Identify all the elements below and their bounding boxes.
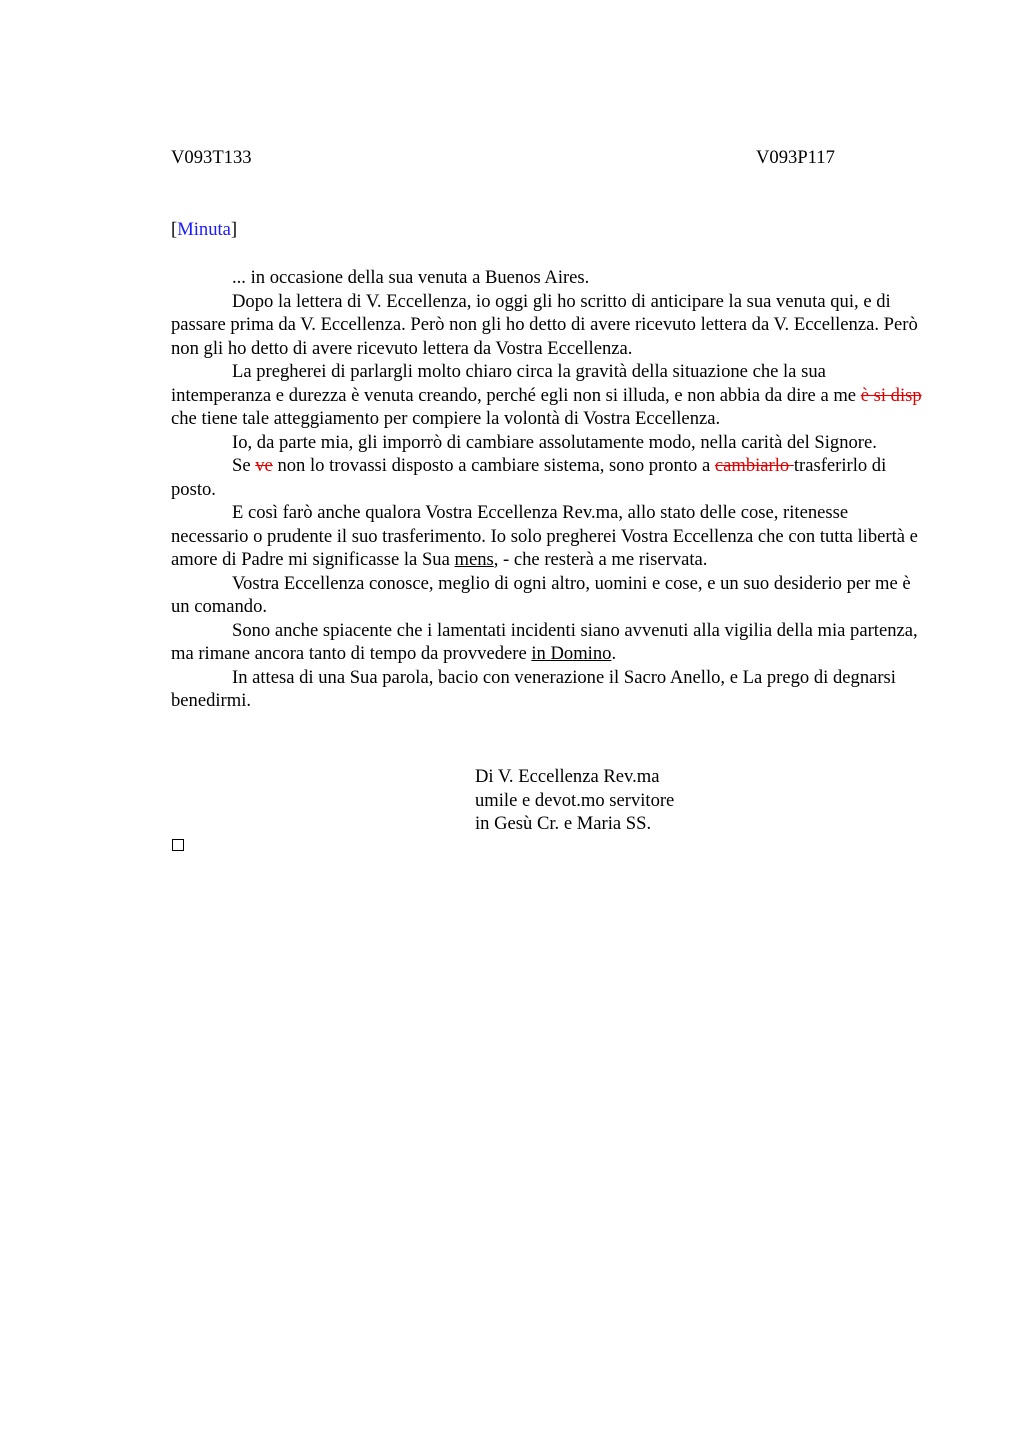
minuta-open-bracket: [ (171, 219, 178, 240)
document-code-left: V093T133 (171, 147, 252, 168)
minuta-close-bracket: ] (230, 219, 238, 240)
signature-line-1: Di V. Eccellenza Rev.ma (475, 766, 660, 787)
signature-block (475, 765, 674, 836)
paragraph-6-text-a: E così farò anche qualora Vostra Eccellenza Rev.ma, allo stato delle cose, ritenesse necessario o prudente il suo trasferimento. Io solo pregherei Vostra Eccellenza che con tutta libertà e amore di Padre mi significasse la Sua (171, 502, 918, 570)
deleted-text: è si disp (860, 384, 922, 406)
minuta-label (171, 219, 237, 241)
paragraph-8-text-a: Sono anche spiacente che i lamentati incidenti siano avvenuti alla vigilia della mia partenza, ma rimane ancora tanto di tempo da provvedere (171, 619, 918, 664)
paragraph-2: Dopo la lettera di V. Eccellenza, io oggi gli ho scritto di anticipare la sua venuta qui, e di passare prima da V. Eccellenza. Però non gli ho detto di avere ricevuto lettera da V. Eccellenza. Però non gli ho detto di avere ricevuto lettera da Vostra Eccellenza. (171, 290, 918, 359)
paragraph-5 (171, 454, 923, 501)
signature-line-3: in Gesù Cr. e Maria SS. (475, 813, 652, 834)
paragraph-3-text-a: La pregherei di parlargli molto chiaro circa la gravità della situazione che la sua intemperanza e durezza è venuta creando, perché egli non si illuda, e non abbia da dire a me (171, 361, 861, 406)
paragraph-5-text-c: trasferirlo di posto. (171, 455, 887, 500)
paragraph-8-text-b: . (611, 643, 617, 664)
paragraph-9: In attesa di una Sua parola, bacio con venerazione il Sacro Anello, e La prego di degnarsi benedirmi. (171, 666, 896, 711)
paragraph-6 (171, 501, 923, 572)
paragraph-6-text-b: , - che resterà a me riservata. (493, 549, 708, 570)
paragraph-1: ... in occasione della sua venuta a Buenos Aires. (232, 267, 590, 288)
paragraph-3-text-b: che tiene tale atteggiamento per compiere la volontà di Vostra Eccellenza. (171, 408, 721, 429)
paragraph-8 (171, 619, 923, 666)
letter-body (171, 266, 923, 713)
underlined-text: mens (454, 549, 494, 570)
document-code-right: V093P117 (756, 147, 835, 168)
paragraph-7: Vostra Eccellenza conosce, meglio di ogni altro, uomini e cose, e un suo desiderio per me è un comando. (171, 572, 911, 617)
deleted-text: ve (255, 455, 273, 476)
minuta-label-text: Minuta (177, 219, 231, 240)
deleted-text: cambiarlo (714, 455, 794, 476)
underlined-text: in Domino (531, 643, 612, 664)
end-marker-box-icon (172, 839, 184, 851)
paragraph-3 (171, 360, 923, 431)
paragraph-5-text-b: non lo trovassi disposto a cambiare sistema, sono pronto a (272, 455, 715, 476)
signature-line-2: umile e devot.mo servitore (475, 789, 675, 811)
paragraph-4: Io, da parte mia, gli imporrò di cambiare assolutamente modo, nella carità del Signore. (232, 431, 877, 453)
paragraph-5-text-a: Se (232, 455, 256, 476)
